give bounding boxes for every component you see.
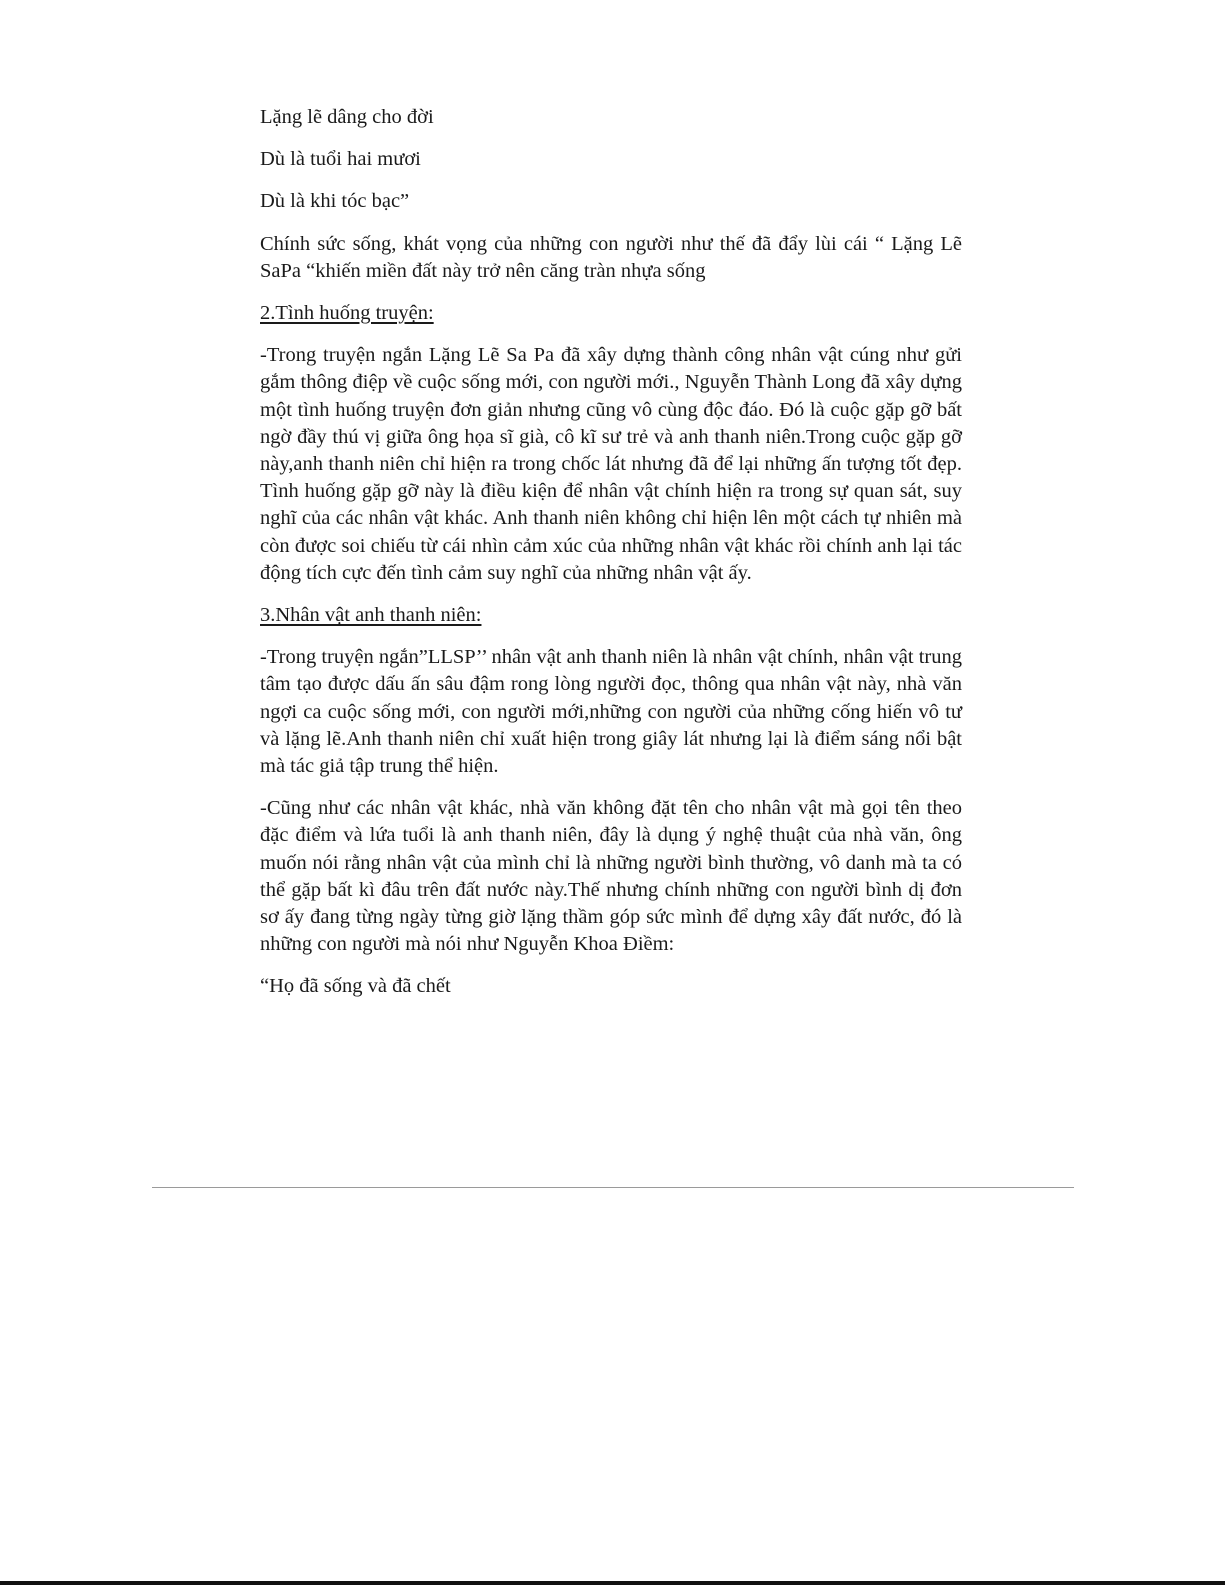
body-paragraph: Chính sức sống, khát vọng của những con người như thế đã đẩy lùi cái “ Lặng Lẽ SaPa “khiến miền đất này trở nên căng tràn nhựa sống xyxy=(260,232,962,282)
body-paragraph: -Cũng như các nhân vật khác, nhà văn không đặt tên cho nhân vật mà gọi tên theo đặc điểm và lứa tuổi là anh thanh niên, đây là dụng ý nghệ thuật của nhà văn, ông muốn nói rằng nhân vật của mình chỉ là những người bình thường, vô danh mà ta có thể gặp bất kì đâu trên đất nước này.Thế nhưng chính những con người bình dị đơn sơ ấy đang từng ngày từng giờ lặng thầm góp sức mình để dựng xây đất nước, đó là những con người mà nói như Nguyễn Khoa Điềm: xyxy=(260,797,962,956)
poem-line: Dù là khi tóc bạc” xyxy=(260,190,410,213)
section-heading: 3.Nhân vật anh thanh niên: xyxy=(260,604,482,627)
body-paragraph: -Trong truyện ngắn Lặng Lẽ Sa Pa đã xây dựng thành công nhân vật cúng như gửi gắm thông điệp về cuộc sống mới, con người mới., Nguyễn Thành Long đã xây dựng một tình huống truyện đơn giản nhưng cũng vô cùng độc đáo. Đó là cuộc gặp gỡ bất ngờ đầy thú vị giữa ông họa sĩ già, cô kĩ sư trẻ và anh thanh niên.Trong cuộc gặp gỡ này,anh thanh niên chỉ hiện ra trong chốc lát nhưng đã để lại những ấn tượng tốt đẹp. Tình huống gặp gỡ này là điều kiện để nhân vật chính hiện ra trong sự quan sát, suy nghĩ của các nhân vật khác. Anh thanh niên không chỉ hiện lên một cách tự nhiên mà còn được soi chiếu từ cái nhìn cảm xúc của những nhân vật khác rồi chính anh lại tác động tích cực đến tình cảm suy nghĩ của những nhân vật ấy. xyxy=(260,344,962,584)
poem-line: Dù là tuổi hai mươi xyxy=(260,148,421,171)
page-bottom-edge xyxy=(0,1581,1225,1585)
poem-line: “Họ đã sống và đã chết xyxy=(260,975,451,998)
poem-line: Lặng lẽ dâng cho đời xyxy=(260,106,434,128)
body-paragraph: -Trong truyện ngắn”LLSP’’ nhân vật anh thanh niên là nhân vật chính, nhân vật trung tâm tạo được dấu ấn sâu đậm rong lòng người đọc, thông qua nhân vật này, nhà văn ngợi ca cuộc sống mới, con người mới,những con người của những cống hiến vô tư và lặng lẽ.Anh thanh niên chỉ xuất hiện trong giây lát nhưng lại là điểm sáng nổi bật mà tác giả tập trung thể hiện. xyxy=(260,646,962,778)
section-heading: 2.Tình huống truyện: xyxy=(260,302,434,325)
page-divider xyxy=(152,1187,1074,1188)
document-body xyxy=(260,104,962,1016)
